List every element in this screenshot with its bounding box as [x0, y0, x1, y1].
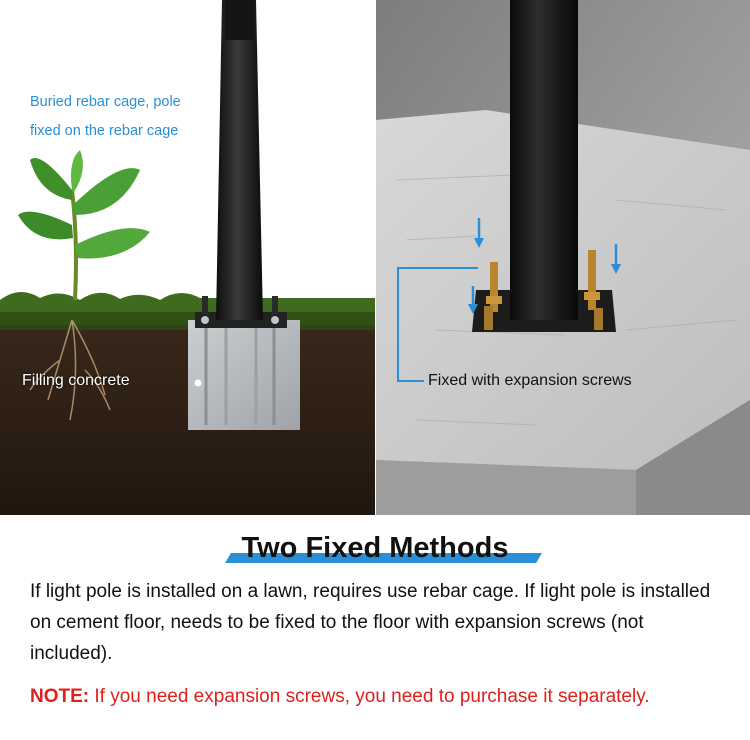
- note-text: [30, 682, 720, 712]
- description-text: If light pole is installed on a lawn, requires use rebar cage. If light pole is installed on cement floor, needs to be fixed to the floor with expansion screws (not included).: [30, 581, 711, 664]
- cement-floor-scene-illustration: [376, 0, 750, 515]
- note-body: If you need expansion screws, you need to purchase it separately.: [89, 686, 650, 707]
- rebar-cage-caption: [30, 88, 181, 146]
- lawn-installation-panel: [0, 0, 375, 515]
- rebar-cage-caption-line-1: Buried rebar cage, pole: [30, 94, 181, 110]
- lawn-scene-illustration: [0, 0, 375, 515]
- filling-concrete-label: Filling concrete: [22, 372, 130, 389]
- note-label: NOTE:: [30, 686, 90, 707]
- rebar-cage-caption-line-2: fixed on the rebar cage: [30, 123, 179, 139]
- cement-floor-installation-panel: [376, 0, 750, 515]
- section-title: [236, 532, 515, 565]
- section-title-wrap: [0, 532, 750, 565]
- expansion-screws-label: Fixed with expansion screws: [428, 372, 632, 389]
- section-title-text: Two Fixed Methods: [241, 532, 509, 564]
